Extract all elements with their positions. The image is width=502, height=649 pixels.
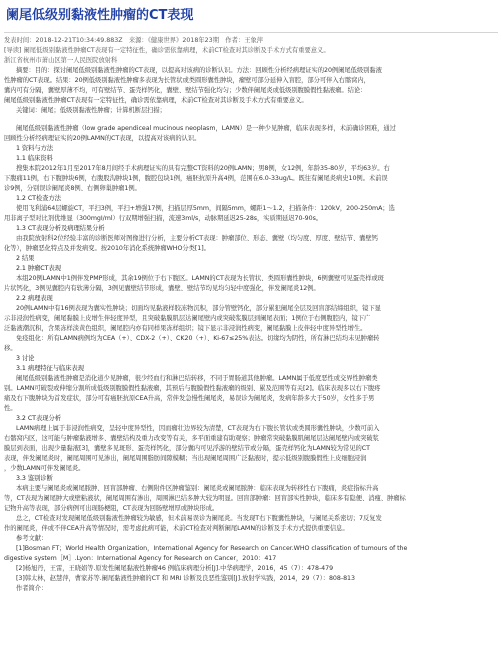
text-line: 泛黏液潮沉积，含果冻样淡黄色组织，阑尾腔内亦有同样果冻样组织；镜下显示非浸润性病变，阑尾黏膜上皮伴轻中度异型性增生。	[4, 325, 367, 332]
author-note: 作者简介：	[16, 585, 48, 592]
text-line: 痛及右下腹肿块为首发症状，部分可有癌胚抗原CEA升高，常伴发急慢性阑尾炎，易误诊为阑尾炎，发病年龄多大于50岁，女性多于男	[4, 395, 375, 402]
abstract-line: 阑尾低级别黏液性肿瘤CT表现有一定特征性，确诊需依靠病理，术前CT检查对其诊断及手术方式有重要意义。	[4, 97, 308, 104]
article-body	[4, 66, 498, 594]
text-line: 示非浸润性病变，阑尾黏膜上皮增生伴轻度异型，且突破黏膜肌层达阑尾壁内或突破浆膜层到阑尾表面；1例位于右侧腹腔内，镜下广	[4, 315, 371, 322]
text-line: 作的阑尾炎，伴或不伴CEA升高等情况时，需考虑此病可能，术前CT检查对判断阑尾LAMN的诊断及手术方式提供重要信息。	[4, 525, 349, 532]
text-line: 搜集本院2012年1月至2017年8月间经手术病理证实的具有完整CT资料的20例LAMN；男8例，女12例，年龄35-80岁，平均63岁。右	[16, 165, 390, 172]
abstract-line: 囊内可有分隔，囊壁厚薄不均，可有壁结节、蛋壳样钙化，囊壁、壁结节强化均匀；少数伴阑尾炎或低级别腹膜假性黏液瘤。结论：	[4, 87, 367, 94]
subsection-heading: 3.3 鉴别诊断	[16, 475, 53, 482]
subsection-heading: 1.1 临床资料	[16, 155, 53, 162]
text-line: 用非离子型对比剂优维显（300mgI/ml）行双期增强扫描，流速3ml/s，动脉期延迟25-28s，实质期延迟70-90s。	[4, 215, 323, 222]
text-line: 由我院放射科2位经验丰富的诊断医师对图像进行分析，主要分析CT表现：肿瘤部位、形态、囊壁（均匀度、厚度、壁结节、囊壁钙	[16, 235, 378, 242]
subsection-heading: 2.2 病理表现	[16, 295, 53, 302]
text-line: 诊9例，分别误诊阑尾炎8例、右侧卵巢肿瘤1例。	[4, 185, 141, 192]
text-line: 总之，CT检查对发现阑尾低级别黏液性肿瘤较为敏感，但术前易误诊为阑尾炎。当发现T右下腹囊性肿块，与阑尾关系密切；7反复发	[16, 515, 382, 522]
subsection-heading: 1.2 CT检查方法	[16, 195, 61, 202]
text-line: 表现，伴发阑尾炎时，阑尾周围可见渗出，阑尾周围脂肪间隙模糊；当出现阑尾周围广泛黏液时，提示低级别腹膜假性上皮细胞浸润	[4, 455, 367, 462]
text-line: 膜层到表面，出现少量黏液[3]，囊壁多见斑形、蛋壳样钙化，部分囊内可见浮游的壁结节或分隔，蛋壳样钙化为LAMN较为常见的CT	[4, 445, 370, 452]
title-divider	[4, 32, 498, 33]
text-line: 阑尾低级别黏液性肿瘤是消化道少见肿瘤，很少经血行和淋巴结转移，不同于胃肠道其他肿瘤。LAMN属于低度恶性或交界性肿瘤类	[16, 375, 378, 382]
keywords: 关键词：阑尾；低级别黏液性肿瘤；计算机断层扫描；	[16, 107, 166, 114]
affiliation: 浙江省杭州市萧山区第一人民医院放射科	[4, 57, 118, 64]
text-line: 使用飞利浦64层螺旋CT，平扫3例，平扫+增强17例，扫描层厚5mm，间隔5mm，螺距1～1.2，扫描条件：120kV，200-250mA；选	[16, 205, 395, 212]
text-line: 移。	[4, 345, 17, 352]
text-line: 片状钙化，3例见囊腔内有软薄分隔，3例见囊壁结节形成，囊壁、壁结节均见均匀轻中度强化，伴发阑尾炎12例。	[4, 285, 320, 292]
subsection-heading: 3.2 CT表现分析	[16, 415, 61, 422]
text-line: LAMN病理上属于非浸润性病变，呈轻中度异型性，因而瘤壮边界较为清楚，CT表现为右下腹长管状或类圆形囊性肿块，少数可前入	[16, 425, 380, 432]
abstract-line: 性肿瘤的CT表现。结果：20例低级别黏液性肿瘤多表现为长管状或类圆形囊性肿块，瘤壁可部分延伸入盲腔，部分可伴入右髂窝内，	[4, 77, 370, 84]
guide-text: [导读] 阑尾低级别黏液性肿瘤CT表现有一定特征性，确诊需依靠病理，术前CT检查对其诊断及手术方式有重要意义。	[4, 47, 330, 54]
subsection-heading: 3.1 病理特征与临床表现	[16, 365, 85, 372]
references-heading: 参考文献：	[16, 535, 48, 542]
text-line: 等，CT表现为阑尾肿大或壁粘液状，阑尾周围有渗出，周围淋巴结多肿大较为明显。回盲部肿瘤：回盲部实性肿块，临床多有隐便、消瘦、肿瘤标	[4, 495, 406, 502]
text-line: 本病主要与阑尾炎或阑尾脓肿、回盲部肿瘤、右侧附件区肿瘤鉴别：阑尾炎或阑尾脓肿：临床表现为转移性右下腹痛，炎症指标升高	[16, 485, 379, 492]
text-line: 下腹痛11例，右下腹肿块6例，右腹股沟肿块1例，腹腔包块1例，癌胚抗原升高4例，范围在6.0-33ug/L。既往有阑尾炎病史10例。术前误	[4, 175, 388, 182]
intro-line: 回顾性分析经病理证实的20例LAMN的CT表现，以提高对该病的认识。	[4, 135, 201, 142]
text-line: 记物升高等表现，部分病例可出现肠梗阻，CT表现为回肠壁增厚或肿块形成。	[4, 505, 219, 512]
text-line: 20例LAMN中有16例表现为囊实性肿块；切面均见黏液样胶冻物沉积，部分管壁钙化，部分累犯阑尾全层及回盲部结缔组织，镜下显	[16, 305, 381, 312]
paragraph-gap	[4, 116, 498, 124]
text-line: 性。	[4, 405, 17, 412]
text-line: 免疫组化：所有LAMN病例均为CEA（+）、CDX-2（+）、CK20（+）、Ki-67≤25%表达。切缘均为阴性，所有淋巴结均未见肿瘤转	[16, 335, 380, 342]
publish-info: 发表时间：2018-12-21T10:34:49.883Z 来源：《健康世界》2018年23期 作者：王象萍	[4, 37, 264, 44]
intro-line: 阑尾低级别黏液性肿瘤（low grade apendiceal mucinous neoplasm，LAMN）是一种少见肿瘤，临床表现多样，术前确诊困难，通过	[16, 125, 396, 132]
text-line: 右髂窝内区，这可能与肿瘤黏液增多、囊壁结构及重力改变等有关，多平面重建有助观察；肿瘤常突破黏膜肌阑尾层达阑尾壁内或突破浆	[4, 435, 379, 442]
article-title: 阑尾低级别黏液性肿瘤的CT表现	[6, 8, 194, 23]
subsection-heading: 2.1 肿瘤CT表现	[16, 265, 61, 272]
text-line: ，少数LAMN可伴发阑尾炎。	[4, 465, 85, 472]
section-heading: 1 资料与方法	[16, 145, 54, 152]
text-line: 化等），肿瘤恶化特点及并发病变。按2010年消化系统肿瘤WHO分类[1]。	[4, 245, 210, 252]
abstract-line: 摘要：目的：探讨阑尾低级别黏液性肿瘤的CT表现，以提高对该病的诊断认识。方法：回顾性分析经病理证实的20例阑尾低级别黏液	[16, 67, 382, 74]
reference-item: [1]Bosman FT；World Health Organization，International Agency for Research on Cancer.WHO classification of tumours of the	[16, 545, 408, 552]
subsection-heading: 1.3 CT表现分析及病理结果分析	[16, 225, 105, 232]
section-heading: 3 讨论	[16, 355, 35, 362]
text-line: 本组20例LAMN中1例伴发PMP形成，其余19例位于右下腹区。LAMN的CT表现为长管状、类圆形囊性肿块，6例囊壁可见蛋壳样或斑	[16, 275, 384, 282]
text-line: 别。LAMN可破裂或伸缩分割所成低级别腹膜假性黏液瘤，其预后与腹膜假性黏液瘤的级别、累及范围等有关[2]。临床表现多以右下腹疼	[4, 385, 381, 392]
reference-item: digestive system［M］.Lyon：International Agency for Research on Cancer，2010：417	[4, 555, 277, 562]
section-heading: 2 结果	[16, 255, 35, 262]
reference-item: [3]韩太林，赵慧萍，曹家苏等.阑尾黏液性肿瘤的CT 和 MRI 诊断及良恶性鉴别[J].放射学实践，2014，29（7）：808-813	[16, 575, 355, 582]
reference-item: [2]杨旭丹，王雷，王晓娟等.原发性阑尾黏液性肿瘤46 例临床病理分析[J].中华病理学，2016，45（7）：478-479	[16, 565, 334, 572]
